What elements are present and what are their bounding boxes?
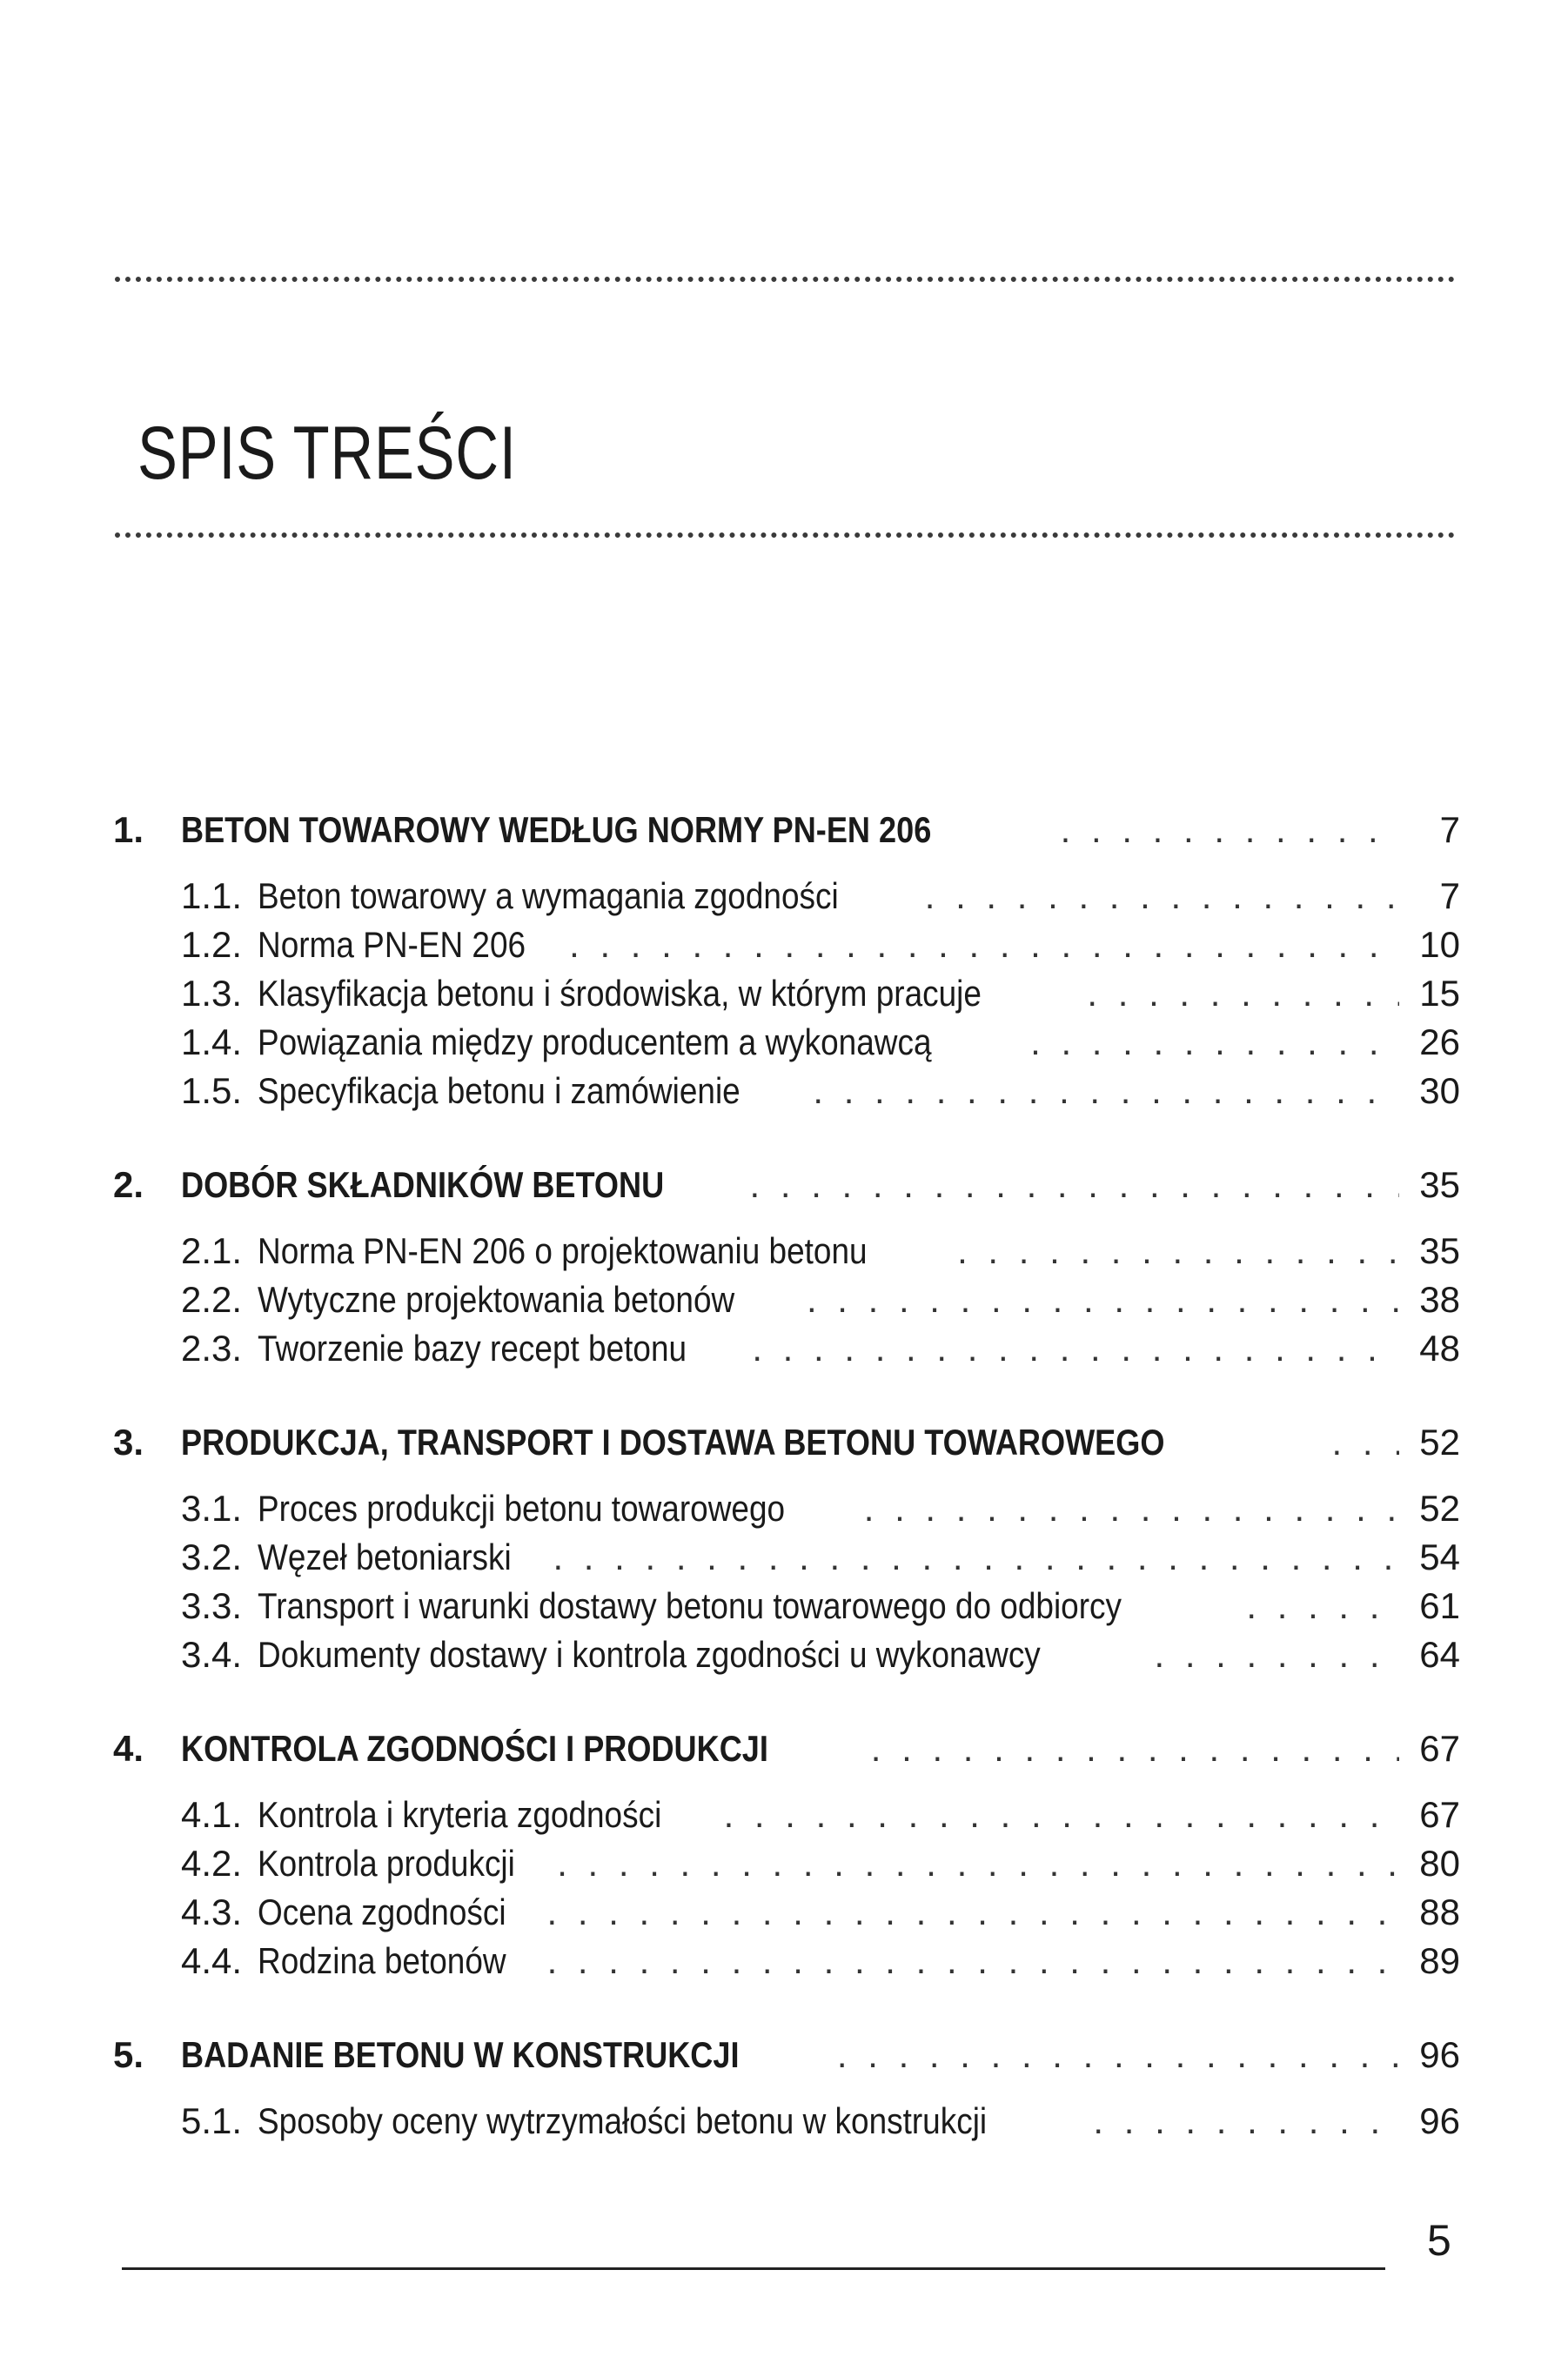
dotted-rule-bottom: [115, 532, 1455, 538]
section-page-number: 89: [1419, 1940, 1460, 1981]
dot-leader: [553, 1537, 1399, 1578]
chapter-number: 4.: [113, 1728, 144, 1769]
section-title: Tworzenie bazy recept betonu: [258, 1328, 687, 1369]
toc-section: [113, 973, 1460, 1021]
section-page-number: 38: [1419, 1279, 1460, 1320]
section-title: Sposoby oceny wytrzymałości betonu w konstrukcji: [258, 2100, 988, 2141]
section-number: 1.3.: [181, 973, 243, 1014]
chapter-number: 5.: [113, 2034, 144, 2075]
section-number: 1.2.: [181, 924, 243, 965]
dot-leader: [925, 875, 1399, 917]
section-number: 4.1.: [181, 1794, 243, 1835]
footer-rule: [122, 2267, 1385, 2270]
toc-section: [113, 1843, 1460, 1892]
dot-leader: [871, 1728, 1399, 1770]
chapter-page-number: 7: [1439, 809, 1460, 850]
section-page-number: 64: [1419, 1634, 1460, 1675]
section-page-number: 80: [1419, 1843, 1460, 1884]
toc-section: [113, 1021, 1460, 1070]
chapter-title: BADANIE BETONU W KONSTRUKCJI: [181, 2034, 740, 2075]
dot-leader: [557, 1843, 1399, 1885]
dot-leader: [837, 2034, 1399, 2076]
toc-section: [113, 2100, 1460, 2149]
dot-leader: [724, 1794, 1399, 1836]
section-page-number: 35: [1419, 1230, 1460, 1271]
dot-leader: [1332, 1422, 1400, 1463]
section-title: Norma PN-EN 206 o projektowaniu betonu: [258, 1230, 868, 1271]
page-number: 5: [1427, 2216, 1451, 2265]
section-number: 4.4.: [181, 1940, 243, 1981]
dot-leader: [957, 1230, 1399, 1272]
section-page-number: 30: [1419, 1070, 1460, 1111]
section-page-number: 61: [1419, 1585, 1460, 1626]
section-page-number: 10: [1419, 924, 1460, 965]
section-page-number: 48: [1419, 1328, 1460, 1369]
toc-section: [113, 1230, 1460, 1279]
dot-leader: [547, 1892, 1399, 1933]
toc-section: [113, 1279, 1460, 1328]
chapter-number: 2.: [113, 1164, 144, 1205]
section-number: 3.1.: [181, 1488, 243, 1529]
section-number: 3.3.: [181, 1585, 243, 1626]
toc-section: [113, 1940, 1460, 1989]
section-number: 3.4.: [181, 1634, 243, 1675]
section-title: Wytyczne projektowania betonów: [258, 1279, 735, 1320]
section-page-number: 26: [1419, 1021, 1460, 1062]
section-number: 3.2.: [181, 1537, 243, 1577]
toc-section: [113, 1585, 1460, 1634]
dot-leader: [1030, 1021, 1399, 1063]
section-number: 2.2.: [181, 1279, 243, 1320]
toc-section: [113, 1070, 1460, 1119]
section-page-number: 96: [1419, 2100, 1460, 2141]
chapter-title: PRODUKCJA, TRANSPORT I DOSTAWA BETONU TOWAROWEGO: [181, 1422, 1165, 1463]
table-of-contents: [113, 809, 1460, 2149]
section-page-number: 15: [1419, 973, 1460, 1014]
page-title: SPIS TREŚCI: [137, 411, 517, 495]
dot-leader: [750, 1164, 1399, 1206]
dot-leader: [752, 1328, 1399, 1369]
dot-leader: [1061, 809, 1399, 851]
section-page-number: 67: [1419, 1794, 1460, 1835]
section-number: 2.1.: [181, 1230, 243, 1271]
section-title: Transport i warunki dostawy betonu towarowego do odbiorcy: [258, 1585, 1122, 1626]
dot-leader: [547, 1940, 1399, 1982]
toc-section: [113, 924, 1460, 973]
section-title: Ocena zgodności: [258, 1892, 506, 1932]
section-title: Dokumenty dostawy i kontrola zgodności u wykonawcy: [258, 1634, 1041, 1675]
section-title: Rodzina betonów: [258, 1940, 506, 1981]
section-title: Powiązania między producentem a wykonawcą: [258, 1021, 932, 1062]
dot-leader: [864, 1488, 1399, 1530]
section-number: 1.5.: [181, 1070, 243, 1111]
section-number: 1.1.: [181, 875, 243, 916]
toc-section: [113, 1634, 1460, 1683]
toc-section: [113, 1794, 1460, 1843]
chapter-number: 3.: [113, 1422, 144, 1463]
section-number: 2.3.: [181, 1328, 243, 1369]
toc-section: [113, 1488, 1460, 1537]
section-title: Specyfikacja betonu i zamówienie: [258, 1070, 740, 1111]
dot-leader: [813, 1070, 1399, 1112]
chapter-number: 1.: [113, 809, 144, 850]
section-title: Kontrola produkcji: [258, 1843, 515, 1884]
section-title: Norma PN-EN 206: [258, 924, 526, 965]
section-number: 5.1.: [181, 2100, 243, 2141]
toc-chapter: [113, 1422, 1460, 1474]
section-title: Węzeł betoniarski: [258, 1537, 512, 1577]
toc-section: [113, 875, 1460, 924]
section-number: 4.2.: [181, 1843, 243, 1884]
section-title: Kontrola i kryteria zgodności: [258, 1794, 662, 1835]
chapter-page-number: 35: [1419, 1164, 1460, 1205]
chapter-title: DOBÓR SKŁADNIKÓW BETONU: [181, 1164, 665, 1205]
section-title: Klasyfikacja betonu i środowiska, w którym pracuje: [258, 973, 982, 1014]
section-title: Proces produkcji betonu towarowego: [258, 1488, 786, 1529]
chapter-page-number: 96: [1419, 2034, 1460, 2075]
dot-leader: [1087, 973, 1399, 1014]
section-title: Beton towarowy a wymagania zgodności: [258, 875, 839, 916]
section-number: 4.3.: [181, 1892, 243, 1932]
section-page-number: 52: [1419, 1488, 1460, 1529]
chapter-page-number: 52: [1419, 1422, 1460, 1463]
dot-leader: [569, 924, 1399, 966]
toc-section: [113, 1537, 1460, 1585]
toc-chapter: [113, 1164, 1460, 1216]
dotted-rule-top: [115, 277, 1455, 282]
toc-chapter: [113, 1728, 1460, 1780]
toc-section: [113, 1892, 1460, 1940]
chapter-page-number: 67: [1419, 1728, 1460, 1769]
chapter-title: KONTROLA ZGODNOŚCI I PRODUKCJI: [181, 1728, 768, 1769]
section-number: 1.4.: [181, 1021, 243, 1062]
toc-section: [113, 1328, 1460, 1376]
section-page-number: 7: [1439, 875, 1460, 916]
toc-chapter: [113, 809, 1460, 861]
chapter-title: BETON TOWAROWY WEDŁUG NORMY PN-EN 206: [181, 809, 932, 850]
section-page-number: 88: [1419, 1892, 1460, 1932]
toc-chapter: [113, 2034, 1460, 2086]
dot-leader: [1154, 1634, 1399, 1676]
dot-leader: [1093, 2100, 1399, 2142]
dot-leader: [1246, 1585, 1399, 1627]
section-page-number: 54: [1419, 1537, 1460, 1577]
dot-leader: [807, 1279, 1399, 1321]
